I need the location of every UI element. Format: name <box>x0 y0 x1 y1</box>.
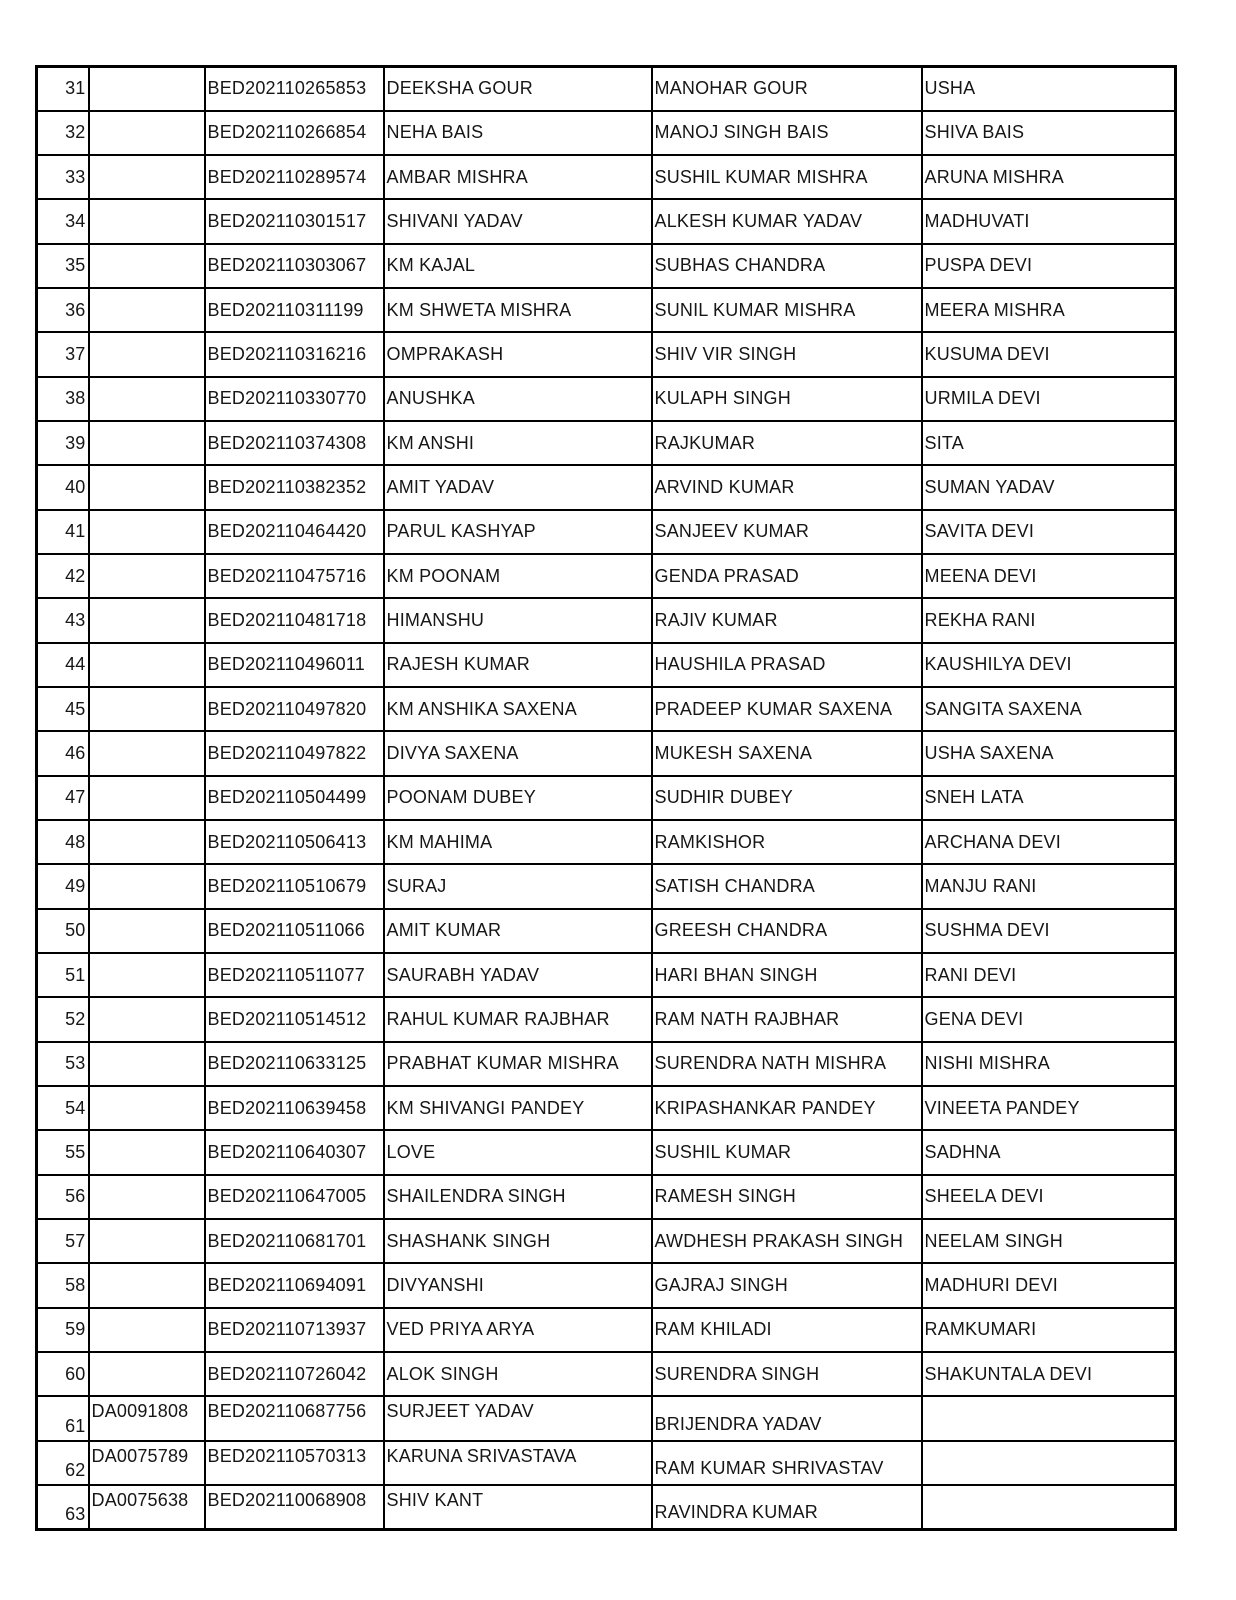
cell-da-number <box>89 687 205 731</box>
cell-row-number: 41 <box>37 510 89 554</box>
cell-student-name: RAJESH KUMAR <box>384 643 652 687</box>
cell-mother-name: NISHI MISHRA <box>922 1042 1176 1086</box>
cell-mother-name: SITA <box>922 421 1176 465</box>
table-row <box>37 776 1176 820</box>
cell-student-name: KM SHWETA MISHRA <box>384 288 652 332</box>
table-row <box>37 510 1176 554</box>
cell-father-name: RAM NATH RAJBHAR <box>652 997 922 1041</box>
cell-bed-registration-number: BED202110475716 <box>205 554 384 598</box>
cell-father-name: ARVIND KUMAR <box>652 465 922 509</box>
cell-da-number <box>89 421 205 465</box>
table-row <box>37 111 1176 155</box>
cell-mother-name: SAVITA DEVI <box>922 510 1176 554</box>
cell-student-name: LOVE <box>384 1130 652 1174</box>
cell-student-name: KM KAJAL <box>384 244 652 288</box>
cell-row-number: 46 <box>37 731 89 775</box>
cell-bed-registration-number: BED202110382352 <box>205 465 384 509</box>
cell-father-name: MANOHAR GOUR <box>652 67 922 111</box>
cell-row-number: 52 <box>37 997 89 1041</box>
cell-student-name: HIMANSHU <box>384 598 652 642</box>
cell-father-name: HARI BHAN SINGH <box>652 953 922 997</box>
cell-bed-registration-number: BED202110713937 <box>205 1308 384 1352</box>
cell-mother-name: SHAKUNTALA DEVI <box>922 1352 1176 1396</box>
cell-da-number <box>89 731 205 775</box>
cell-mother-name <box>922 1441 1176 1485</box>
cell-da-number <box>89 1352 205 1396</box>
cell-student-name: SURAJ <box>384 864 652 908</box>
cell-mother-name: PUSPA DEVI <box>922 244 1176 288</box>
cell-father-name: SATISH CHANDRA <box>652 864 922 908</box>
cell-da-number <box>89 1130 205 1174</box>
cell-mother-name: ARUNA MISHRA <box>922 155 1176 199</box>
table-row <box>37 1396 1176 1440</box>
cell-row-number: 55 <box>37 1130 89 1174</box>
cell-mother-name: SUMAN YADAV <box>922 465 1176 509</box>
cell-da-number <box>89 1175 205 1219</box>
table-row <box>37 1263 1176 1307</box>
cell-student-name: SHAILENDRA SINGH <box>384 1175 652 1219</box>
cell-bed-registration-number: BED202110511077 <box>205 953 384 997</box>
cell-student-name: DEEKSHA GOUR <box>384 67 652 111</box>
cell-father-name: RAMESH SINGH <box>652 1175 922 1219</box>
cell-bed-registration-number: BED202110681701 <box>205 1219 384 1263</box>
cell-father-name: SURENDRA SINGH <box>652 1352 922 1396</box>
cell-mother-name: SUSHMA DEVI <box>922 909 1176 953</box>
cell-student-name: AMBAR MISHRA <box>384 155 652 199</box>
table-row <box>37 199 1176 243</box>
cell-mother-name: KUSUMA DEVI <box>922 332 1176 376</box>
cell-student-name: KARUNA SRIVASTAVA <box>384 1441 652 1485</box>
cell-da-number: DA0075638 <box>89 1485 205 1529</box>
cell-mother-name: VINEETA PANDEY <box>922 1086 1176 1130</box>
cell-mother-name <box>922 1485 1176 1529</box>
cell-mother-name: USHA <box>922 67 1176 111</box>
cell-father-name: RAMKISHOR <box>652 820 922 864</box>
cell-da-number <box>89 111 205 155</box>
cell-row-number: 62 <box>37 1441 89 1485</box>
table-row <box>37 820 1176 864</box>
table-row <box>37 244 1176 288</box>
table-row <box>37 1441 1176 1485</box>
cell-student-name: AMIT KUMAR <box>384 909 652 953</box>
cell-row-number: 40 <box>37 465 89 509</box>
cell-bed-registration-number: BED202110694091 <box>205 1263 384 1307</box>
table-row <box>37 864 1176 908</box>
cell-mother-name: URMILA DEVI <box>922 377 1176 421</box>
cell-da-number <box>89 199 205 243</box>
cell-da-number <box>89 332 205 376</box>
cell-row-number: 49 <box>37 864 89 908</box>
cell-father-name: BRIJENDRA YADAV <box>652 1396 922 1440</box>
cell-student-name: AMIT YADAV <box>384 465 652 509</box>
table-row <box>37 953 1176 997</box>
cell-father-name: GENDA PRASAD <box>652 554 922 598</box>
cell-row-number: 51 <box>37 953 89 997</box>
table-row <box>37 1308 1176 1352</box>
cell-bed-registration-number: BED202110311199 <box>205 288 384 332</box>
cell-student-name: VED PRIYA ARYA <box>384 1308 652 1352</box>
cell-bed-registration-number: BED202110266854 <box>205 111 384 155</box>
cell-row-number: 44 <box>37 643 89 687</box>
cell-mother-name: MADHURI DEVI <box>922 1263 1176 1307</box>
cell-student-name: DIVYA SAXENA <box>384 731 652 775</box>
cell-mother-name <box>922 1396 1176 1440</box>
cell-mother-name: USHA SAXENA <box>922 731 1176 775</box>
cell-da-number <box>89 864 205 908</box>
cell-student-name: PARUL KASHYAP <box>384 510 652 554</box>
cell-mother-name: MADHUVATI <box>922 199 1176 243</box>
cell-student-name: KM SHIVANGI PANDEY <box>384 1086 652 1130</box>
cell-student-name: OMPRAKASH <box>384 332 652 376</box>
cell-father-name: SUSHIL KUMAR MISHRA <box>652 155 922 199</box>
cell-da-number <box>89 1086 205 1130</box>
cell-father-name: RAM KUMAR SHRIVASTAV <box>652 1441 922 1485</box>
cell-mother-name: MEENA DEVI <box>922 554 1176 598</box>
cell-student-name: NEHA BAIS <box>384 111 652 155</box>
cell-bed-registration-number: BED202110303067 <box>205 244 384 288</box>
cell-father-name: MANOJ SINGH BAIS <box>652 111 922 155</box>
cell-father-name: GREESH CHANDRA <box>652 909 922 953</box>
cell-bed-registration-number: BED202110464420 <box>205 510 384 554</box>
cell-row-number: 36 <box>37 288 89 332</box>
cell-row-number: 34 <box>37 199 89 243</box>
table-row <box>37 997 1176 1041</box>
cell-student-name: KM ANSHIKA SAXENA <box>384 687 652 731</box>
cell-row-number: 56 <box>37 1175 89 1219</box>
cell-da-number <box>89 1042 205 1086</box>
cell-row-number: 61 <box>37 1396 89 1440</box>
cell-da-number: DA0091808 <box>89 1396 205 1440</box>
table-row <box>37 421 1176 465</box>
cell-student-name: KM ANSHI <box>384 421 652 465</box>
cell-mother-name: REKHA RANI <box>922 598 1176 642</box>
cell-mother-name: NEELAM SINGH <box>922 1219 1176 1263</box>
cell-bed-registration-number: BED202110504499 <box>205 776 384 820</box>
cell-student-name: RAHUL KUMAR RAJBHAR <box>384 997 652 1041</box>
cell-da-number <box>89 997 205 1041</box>
cell-da-number <box>89 244 205 288</box>
cell-bed-registration-number: BED202110481718 <box>205 598 384 642</box>
table-row <box>37 1175 1176 1219</box>
cell-da-number <box>89 953 205 997</box>
table-row <box>37 687 1176 731</box>
cell-da-number <box>89 510 205 554</box>
cell-student-name: PRABHAT KUMAR MISHRA <box>384 1042 652 1086</box>
cell-father-name: RAJIV KUMAR <box>652 598 922 642</box>
cell-father-name: KRIPASHANKAR PANDEY <box>652 1086 922 1130</box>
cell-da-number <box>89 465 205 509</box>
table-row <box>37 731 1176 775</box>
cell-row-number: 31 <box>37 67 89 111</box>
cell-father-name: GAJRAJ SINGH <box>652 1263 922 1307</box>
cell-da-number <box>89 776 205 820</box>
cell-father-name: SUDHIR DUBEY <box>652 776 922 820</box>
cell-da-number <box>89 598 205 642</box>
cell-row-number: 63 <box>37 1485 89 1529</box>
cell-da-number <box>89 67 205 111</box>
cell-bed-registration-number: BED202110511066 <box>205 909 384 953</box>
cell-bed-registration-number: BED202110316216 <box>205 332 384 376</box>
table-row <box>37 909 1176 953</box>
cell-row-number: 53 <box>37 1042 89 1086</box>
cell-father-name: KULAPH SINGH <box>652 377 922 421</box>
cell-bed-registration-number: BED202110633125 <box>205 1042 384 1086</box>
table-row <box>37 643 1176 687</box>
cell-row-number: 43 <box>37 598 89 642</box>
cell-row-number: 38 <box>37 377 89 421</box>
cell-student-name: KM POONAM <box>384 554 652 598</box>
cell-bed-registration-number: BED202110497822 <box>205 731 384 775</box>
cell-row-number: 59 <box>37 1308 89 1352</box>
cell-father-name: SURENDRA NATH MISHRA <box>652 1042 922 1086</box>
cell-student-name: ANUSHKA <box>384 377 652 421</box>
table-row <box>37 1219 1176 1263</box>
cell-mother-name: KAUSHILYA DEVI <box>922 643 1176 687</box>
cell-father-name: SUBHAS CHANDRA <box>652 244 922 288</box>
cell-bed-registration-number: BED202110289574 <box>205 155 384 199</box>
table-row <box>37 1042 1176 1086</box>
cell-father-name: RAVINDRA KUMAR <box>652 1485 922 1529</box>
cell-student-name: SHIV KANT <box>384 1485 652 1529</box>
cell-student-name: ALOK SINGH <box>384 1352 652 1396</box>
cell-da-number <box>89 643 205 687</box>
cell-da-number <box>89 377 205 421</box>
admission-roster-table-body <box>37 67 1176 1530</box>
cell-father-name: ALKESH KUMAR YADAV <box>652 199 922 243</box>
table-row <box>37 332 1176 376</box>
cell-da-number <box>89 554 205 598</box>
cell-bed-registration-number: BED202110374308 <box>205 421 384 465</box>
cell-bed-registration-number: BED202110687756 <box>205 1396 384 1440</box>
cell-row-number: 47 <box>37 776 89 820</box>
cell-bed-registration-number: BED202110639458 <box>205 1086 384 1130</box>
cell-mother-name: SADHNA <box>922 1130 1176 1174</box>
cell-da-number <box>89 1308 205 1352</box>
table-row <box>37 1086 1176 1130</box>
cell-row-number: 60 <box>37 1352 89 1396</box>
cell-da-number <box>89 155 205 199</box>
table-row <box>37 155 1176 199</box>
cell-student-name: SHIVANI YADAV <box>384 199 652 243</box>
cell-father-name: PRADEEP KUMAR SAXENA <box>652 687 922 731</box>
cell-row-number: 45 <box>37 687 89 731</box>
table-row <box>37 288 1176 332</box>
cell-mother-name: GENA DEVI <box>922 997 1176 1041</box>
cell-row-number: 35 <box>37 244 89 288</box>
cell-mother-name: MEERA MISHRA <box>922 288 1176 332</box>
cell-bed-registration-number: BED202110506413 <box>205 820 384 864</box>
cell-da-number <box>89 288 205 332</box>
table-row <box>37 1130 1176 1174</box>
cell-row-number: 57 <box>37 1219 89 1263</box>
cell-row-number: 32 <box>37 111 89 155</box>
table-row <box>37 598 1176 642</box>
table-row <box>37 465 1176 509</box>
cell-row-number: 42 <box>37 554 89 598</box>
admission-roster-table <box>35 65 1177 1531</box>
cell-mother-name: SANGITA SAXENA <box>922 687 1176 731</box>
cell-row-number: 39 <box>37 421 89 465</box>
cell-student-name: SAURABH YADAV <box>384 953 652 997</box>
cell-bed-registration-number: BED202110497820 <box>205 687 384 731</box>
cell-student-name: KM MAHIMA <box>384 820 652 864</box>
cell-bed-registration-number: BED202110496011 <box>205 643 384 687</box>
cell-bed-registration-number: BED202110510679 <box>205 864 384 908</box>
cell-row-number: 48 <box>37 820 89 864</box>
cell-bed-registration-number: BED202110726042 <box>205 1352 384 1396</box>
table-row <box>37 1485 1176 1529</box>
cell-da-number <box>89 1263 205 1307</box>
cell-bed-registration-number: BED202110068908 <box>205 1485 384 1529</box>
cell-father-name: SHIV VIR SINGH <box>652 332 922 376</box>
cell-mother-name: MANJU RANI <box>922 864 1176 908</box>
cell-da-number <box>89 1219 205 1263</box>
cell-bed-registration-number: BED202110647005 <box>205 1175 384 1219</box>
cell-mother-name: RAMKUMARI <box>922 1308 1176 1352</box>
cell-father-name: MUKESH SAXENA <box>652 731 922 775</box>
cell-father-name: AWDHESH PRAKASH SINGH <box>652 1219 922 1263</box>
cell-mother-name: ARCHANA DEVI <box>922 820 1176 864</box>
cell-bed-registration-number: BED202110301517 <box>205 199 384 243</box>
table-row <box>37 554 1176 598</box>
table-row <box>37 377 1176 421</box>
cell-bed-registration-number: BED202110640307 <box>205 1130 384 1174</box>
cell-bed-registration-number: BED202110330770 <box>205 377 384 421</box>
cell-student-name: POONAM DUBEY <box>384 776 652 820</box>
cell-bed-registration-number: BED202110514512 <box>205 997 384 1041</box>
cell-mother-name: RANI DEVI <box>922 953 1176 997</box>
cell-row-number: 37 <box>37 332 89 376</box>
cell-row-number: 50 <box>37 909 89 953</box>
cell-row-number: 33 <box>37 155 89 199</box>
cell-mother-name: SNEH LATA <box>922 776 1176 820</box>
cell-mother-name: SHEELA DEVI <box>922 1175 1176 1219</box>
cell-student-name: SHASHANK SINGH <box>384 1219 652 1263</box>
table-row <box>37 67 1176 111</box>
cell-father-name: SUSHIL KUMAR <box>652 1130 922 1174</box>
cell-da-number <box>89 820 205 864</box>
table-row <box>37 1352 1176 1396</box>
cell-father-name: SUNIL KUMAR MISHRA <box>652 288 922 332</box>
cell-father-name: SANJEEV KUMAR <box>652 510 922 554</box>
cell-bed-registration-number: BED202110265853 <box>205 67 384 111</box>
cell-father-name: RAM KHILADI <box>652 1308 922 1352</box>
cell-row-number: 54 <box>37 1086 89 1130</box>
cell-father-name: RAJKUMAR <box>652 421 922 465</box>
cell-bed-registration-number: BED202110570313 <box>205 1441 384 1485</box>
cell-student-name: SURJEET YADAV <box>384 1396 652 1440</box>
cell-da-number <box>89 909 205 953</box>
cell-mother-name: SHIVA BAIS <box>922 111 1176 155</box>
cell-row-number: 58 <box>37 1263 89 1307</box>
cell-student-name: DIVYANSHI <box>384 1263 652 1307</box>
cell-da-number: DA0075789 <box>89 1441 205 1485</box>
cell-father-name: HAUSHILA PRASAD <box>652 643 922 687</box>
